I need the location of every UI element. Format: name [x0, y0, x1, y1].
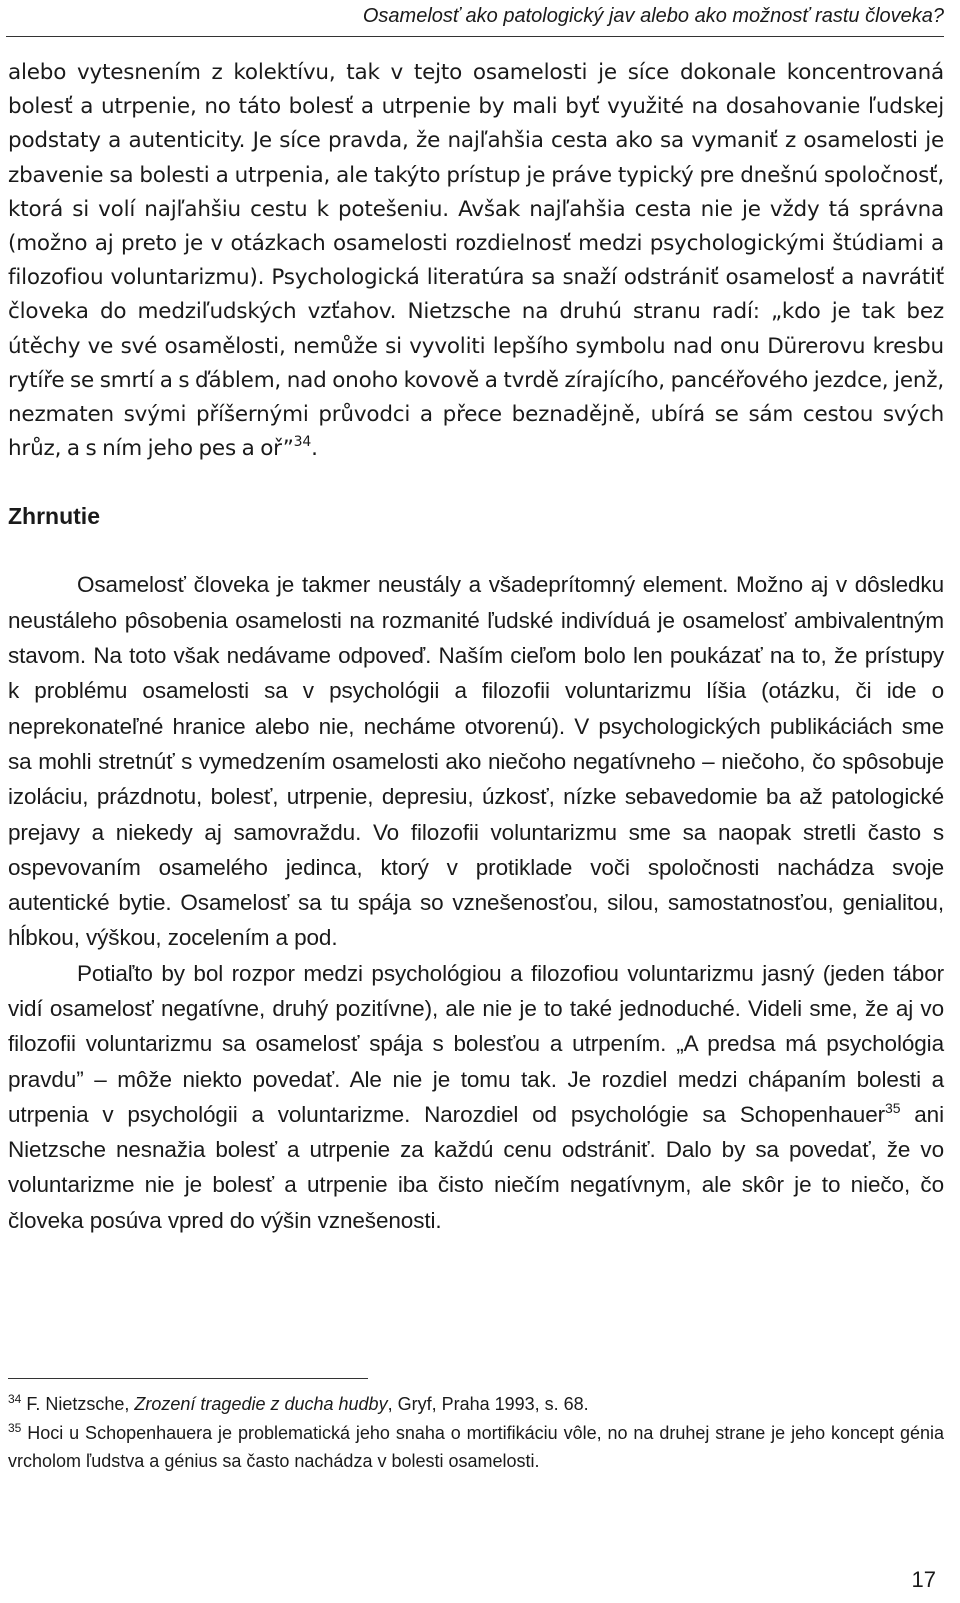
- header-rule: [6, 36, 944, 37]
- footnote-text: F. Nietzsche,: [21, 1394, 135, 1414]
- footnote-number: 35: [8, 1420, 22, 1435]
- page-number: 17: [911, 1567, 936, 1592]
- paragraph-3: [8, 956, 944, 1238]
- footnote-rule: [8, 1378, 368, 1379]
- body-text: [8, 56, 944, 1238]
- footnotes: [8, 1390, 944, 1476]
- running-head: Osamelosť ako patologický jav alebo ako možnosť rastu človeka?: [362, 5, 944, 27]
- footnote-text: Hoci u Schopenhauera je problematická jeho snaha o mortifikáciu vôle, no na druhej strane je jeho koncept génia vrcholom ľudstva a génius sa často nachádza v bolesti osamelosti.: [8, 1422, 944, 1471]
- footnote-text-end: , Gryf, Praha 1993, s. 68.: [387, 1394, 589, 1414]
- footnote-book-title: Zrození tragedie z ducha hudby: [134, 1394, 388, 1414]
- footnote-ref-34[interactable]: 34: [293, 434, 312, 451]
- footnote-35: [8, 1419, 944, 1476]
- paragraph-3-continuation: ani Nietzsche nesnažia bolesť a utrpenie za každú cenu odstrániť. Dalo by sa povedať, že vo voluntarizme nie je bolesť a utrpenie iba čisto niečím negatívnym, ale skôr je to niečo, čo človeka posúva vpred do výšin vznešenosti.: [8, 1101, 944, 1233]
- footnote-ref-35[interactable]: 35: [885, 1099, 901, 1116]
- paragraph-1-text: alebo vytesnením z kolektívu, tak v tejto osamelosti je síce dokonale koncentrovaná bolesť a utrpenie, no táto bolesť a utrpenie by mali byť využité na dosahovanie ľudskej podstaty a autenticity. Je síce pravda, že najľahšia cesta ako sa vymaniť z osamelosti je zbavenie sa bolesti a utrpenia, ale takýto prístup je práve typický pre dnešnú spoločnosť, ktorá si volí najľahšiu cestu k potešeniu. Avšak najľahšia cesta nie je vždy tá správna (možno aj preto je v otázkach osamelosti rozdielnosť medzi psychologickými štúdiami a filozofiou voluntarizmu). Psychologická literatúra sa snaží odstrániť osamelosť a navrátiť človeka do medziľudských vzťahov. Nietzsche na druhú stranu radí: „kdo je tak bez útěchy ve své osamělosti, nemůže si vyvoliti lepšího symbolu nad onu Dürerovu kresbu rytíře se smrtí a s ďáblem, nad onoho kovově a tvrdě zírajícího, pancéřového jezdce, jenž, nezmaten svými příšernými průvodci a přece beznadějně, ubírá se sám cestou svých hrůz, a s ním jeho pes a oř”: [8, 60, 944, 462]
- section-heading: Zhrnutie: [8, 503, 100, 530]
- footnote-number: 34: [8, 1392, 22, 1406]
- footnote-34: [8, 1390, 944, 1419]
- paragraph-3-text: Potiaľto by bol rozpor medzi psychológiou a filozofiou voluntarizmu jasný (jeden tábor vidí osamelosť negatívne, druhý pozitívne), ale nie je to také jednoduché. Videli sme, že aj vo filozofii voluntarizmu sa osamelosť spája s bolesťou a utrpením. „A predsa má psychológia pravdu” – môže niekto povedať. Ale nie je tomu tak. Je rozdiel medzi chápaním bolesti a utrpenia v psychológii a voluntarizme. Narozdiel od psychológie sa Schopenhauer: [8, 960, 944, 1127]
- paragraph-1: [8, 56, 944, 466]
- paragraph-2: Osamelosť človeka je takmer neustály a všadeprítomný element. Možno aj v dôsledku neustáleho pôsobenia osamelosti na rozmanité ľudské indivíduá je osamelosť ambivalentným stavom. Na toto však nedávame odpoveď. Naším cieľom bolo len poukázať na to, že prístupy k problému osamelosti sa v psychológii a filozofii voluntarizmu líšia (otázku, či ide o neprekonateľné hranice alebo nie, necháme otvorenú). V psychologických publikáciách sme sa mohli stretnúť s vymedzením osamelosti ako niečoho negatívneho – niečoho, čo spôsobuje izoláciu, prázdnotu, bolesť, utrpenie, depresiu, úzkosť, nízke sebavedomie ba až patologické prejavy a niekedy aj samovraždu. Vo filozofii voluntarizmu sme sa naopak stretli často s ospevovaním osamelého jedinca, ktorý v protiklade voči spoločnosti nachádza svoje autentické bytie. Osamelosť sa tu spája so vznešenosťou, silou, samostatnosťou, genialitou, hĺbkou, výškou, zocelením a pod.: [8, 572, 944, 951]
- paragraph-1-end: .: [311, 436, 318, 462]
